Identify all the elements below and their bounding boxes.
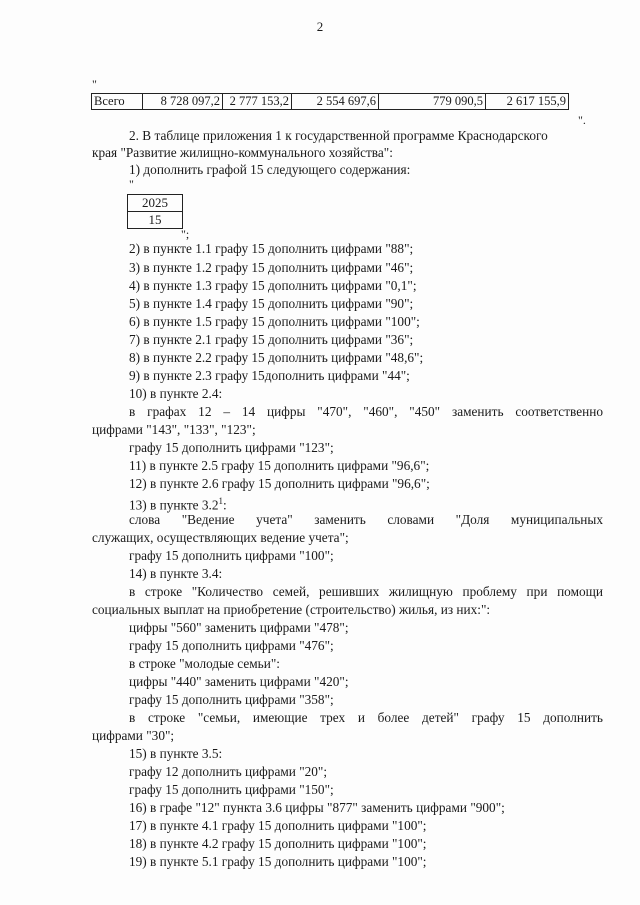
paragraph-11: 11) в пункте 2.5 графу 15 дополнить цифрами "96,6";: [129, 458, 430, 473]
opening-quote: ": [92, 77, 97, 91]
paragraph-6: 6) в пункте 1.5 графу 15 дополнить цифрами "100";: [129, 314, 420, 329]
paragraph-14g-line-2: цифрами "30";: [92, 728, 175, 743]
opening-quote: ": [129, 177, 134, 191]
page-number: 2: [316, 19, 324, 34]
table-row: [128, 212, 183, 229]
paragraph-18: 18) в пункте 4.2 графу 15 дополнить цифрами "100";: [129, 836, 427, 851]
paragraph-14a-line-2: социальных выплат на приобретение (строительство) жилья, из них:":: [92, 602, 491, 617]
paragraph-5: 5) в пункте 1.4 графу 15 дополнить цифрами "90";: [129, 296, 414, 311]
closing-quote: ".: [578, 113, 586, 127]
paragraph-14f: графу 15 дополнить цифрами "358";: [129, 692, 334, 707]
total-value: 8 728 097,2: [143, 94, 223, 110]
paragraph-12: 12) в пункте 2.6 графу 15 дополнить цифрами "96,6";: [129, 476, 430, 491]
paragraph-17: 17) в пункте 4.1 графу 15 дополнить цифрами "100";: [129, 818, 427, 833]
closing-quote: ";: [181, 227, 190, 241]
paragraph-7: 7) в пункте 2.1 графу 15 дополнить цифрами "36";: [129, 332, 414, 347]
total-label: Всего: [92, 94, 143, 110]
paragraph-10a-line-2: цифрами "143", "133", "123";: [92, 422, 256, 437]
paragraph-14g-line-1: в строке "семьи, имеющие трех и более детей" графу 15 дополнить: [129, 710, 603, 725]
total-row-table: [91, 93, 569, 110]
paragraph-16: 16) в графе "12" пункта 3.6 цифры "877" заменить цифрами "900";: [129, 800, 505, 815]
total-value: 779 090,5: [379, 94, 486, 110]
column-number-cell: 15: [128, 212, 183, 229]
paragraph-14b: цифры "560" заменить цифрами "478";: [129, 620, 349, 635]
paragraph-15a: графу 12 дополнить цифрами "20";: [129, 764, 328, 779]
paragraph-1: 1) дополнить графой 15 следующего содержания:: [129, 162, 411, 177]
paragraph-14a-line-1: в строке "Количество семей, решивших жилищную проблему при помощи: [129, 584, 603, 599]
paragraph-4: 4) в пункте 1.3 графу 15 дополнить цифрами "0,1";: [129, 278, 417, 293]
paragraph-13-text: 13) в пункте 3.2: [129, 497, 219, 513]
superscript: 1: [218, 496, 223, 506]
paragraph-14d: в строке "молодые семьи":: [129, 656, 280, 671]
paragraph-13-colon: :: [222, 497, 227, 513]
total-value: 2 554 697,6: [292, 94, 379, 110]
paragraph-13a-line-2: служащих, осуществляющих ведение учета";: [92, 530, 349, 545]
column-15-table: [127, 194, 183, 229]
paragraph-10b: графу 15 дополнить цифрами "123";: [129, 440, 334, 455]
year-cell: 2025: [128, 195, 183, 212]
table-row: [128, 195, 183, 212]
paragraph-10a-line-1: в графах 12 – 14 цифры "470", "460", "450" заменить соответственно: [129, 404, 603, 419]
paragraph-13a-line-1: слова "Ведение учета" заменить словами "Доля муниципальных: [129, 512, 603, 527]
paragraph-14e: цифры "440" заменить цифрами "420";: [129, 674, 349, 689]
paragraph-14c: графу 15 дополнить цифрами "476";: [129, 638, 334, 653]
paragraph-15b: графу 15 дополнить цифрами "150";: [129, 782, 334, 797]
table-row: [92, 94, 569, 110]
total-value: 2 777 153,2: [223, 94, 292, 110]
paragraph-2: 2) в пункте 1.1 графу 15 дополнить цифрами "88";: [129, 241, 414, 256]
paragraph-9: 9) в пункте 2.3 графу 15дополнить цифрами "44";: [129, 368, 410, 383]
paragraph-15: 15) в пункте 3.5:: [129, 746, 223, 761]
item-2-line-1: 2. В таблице приложения 1 к государственной программе Краснодарского: [129, 128, 548, 143]
paragraph-8: 8) в пункте 2.2 графу 15 дополнить цифрами "48,6";: [129, 350, 424, 365]
paragraph-10: 10) в пункте 2.4:: [129, 386, 223, 401]
paragraph-19: 19) в пункте 5.1 графу 15 дополнить цифрами "100";: [129, 854, 427, 869]
item-2-line-2: края "Развитие жилищно-коммунального хозяйства":: [92, 145, 393, 160]
total-value: 2 617 155,9: [486, 94, 569, 110]
paragraph-3: 3) в пункте 1.2 графу 15 дополнить цифрами "46";: [129, 260, 414, 275]
paragraph-14: 14) в пункте 3.4:: [129, 566, 223, 581]
paragraph-13b: графу 15 дополнить цифрами "100";: [129, 548, 334, 563]
